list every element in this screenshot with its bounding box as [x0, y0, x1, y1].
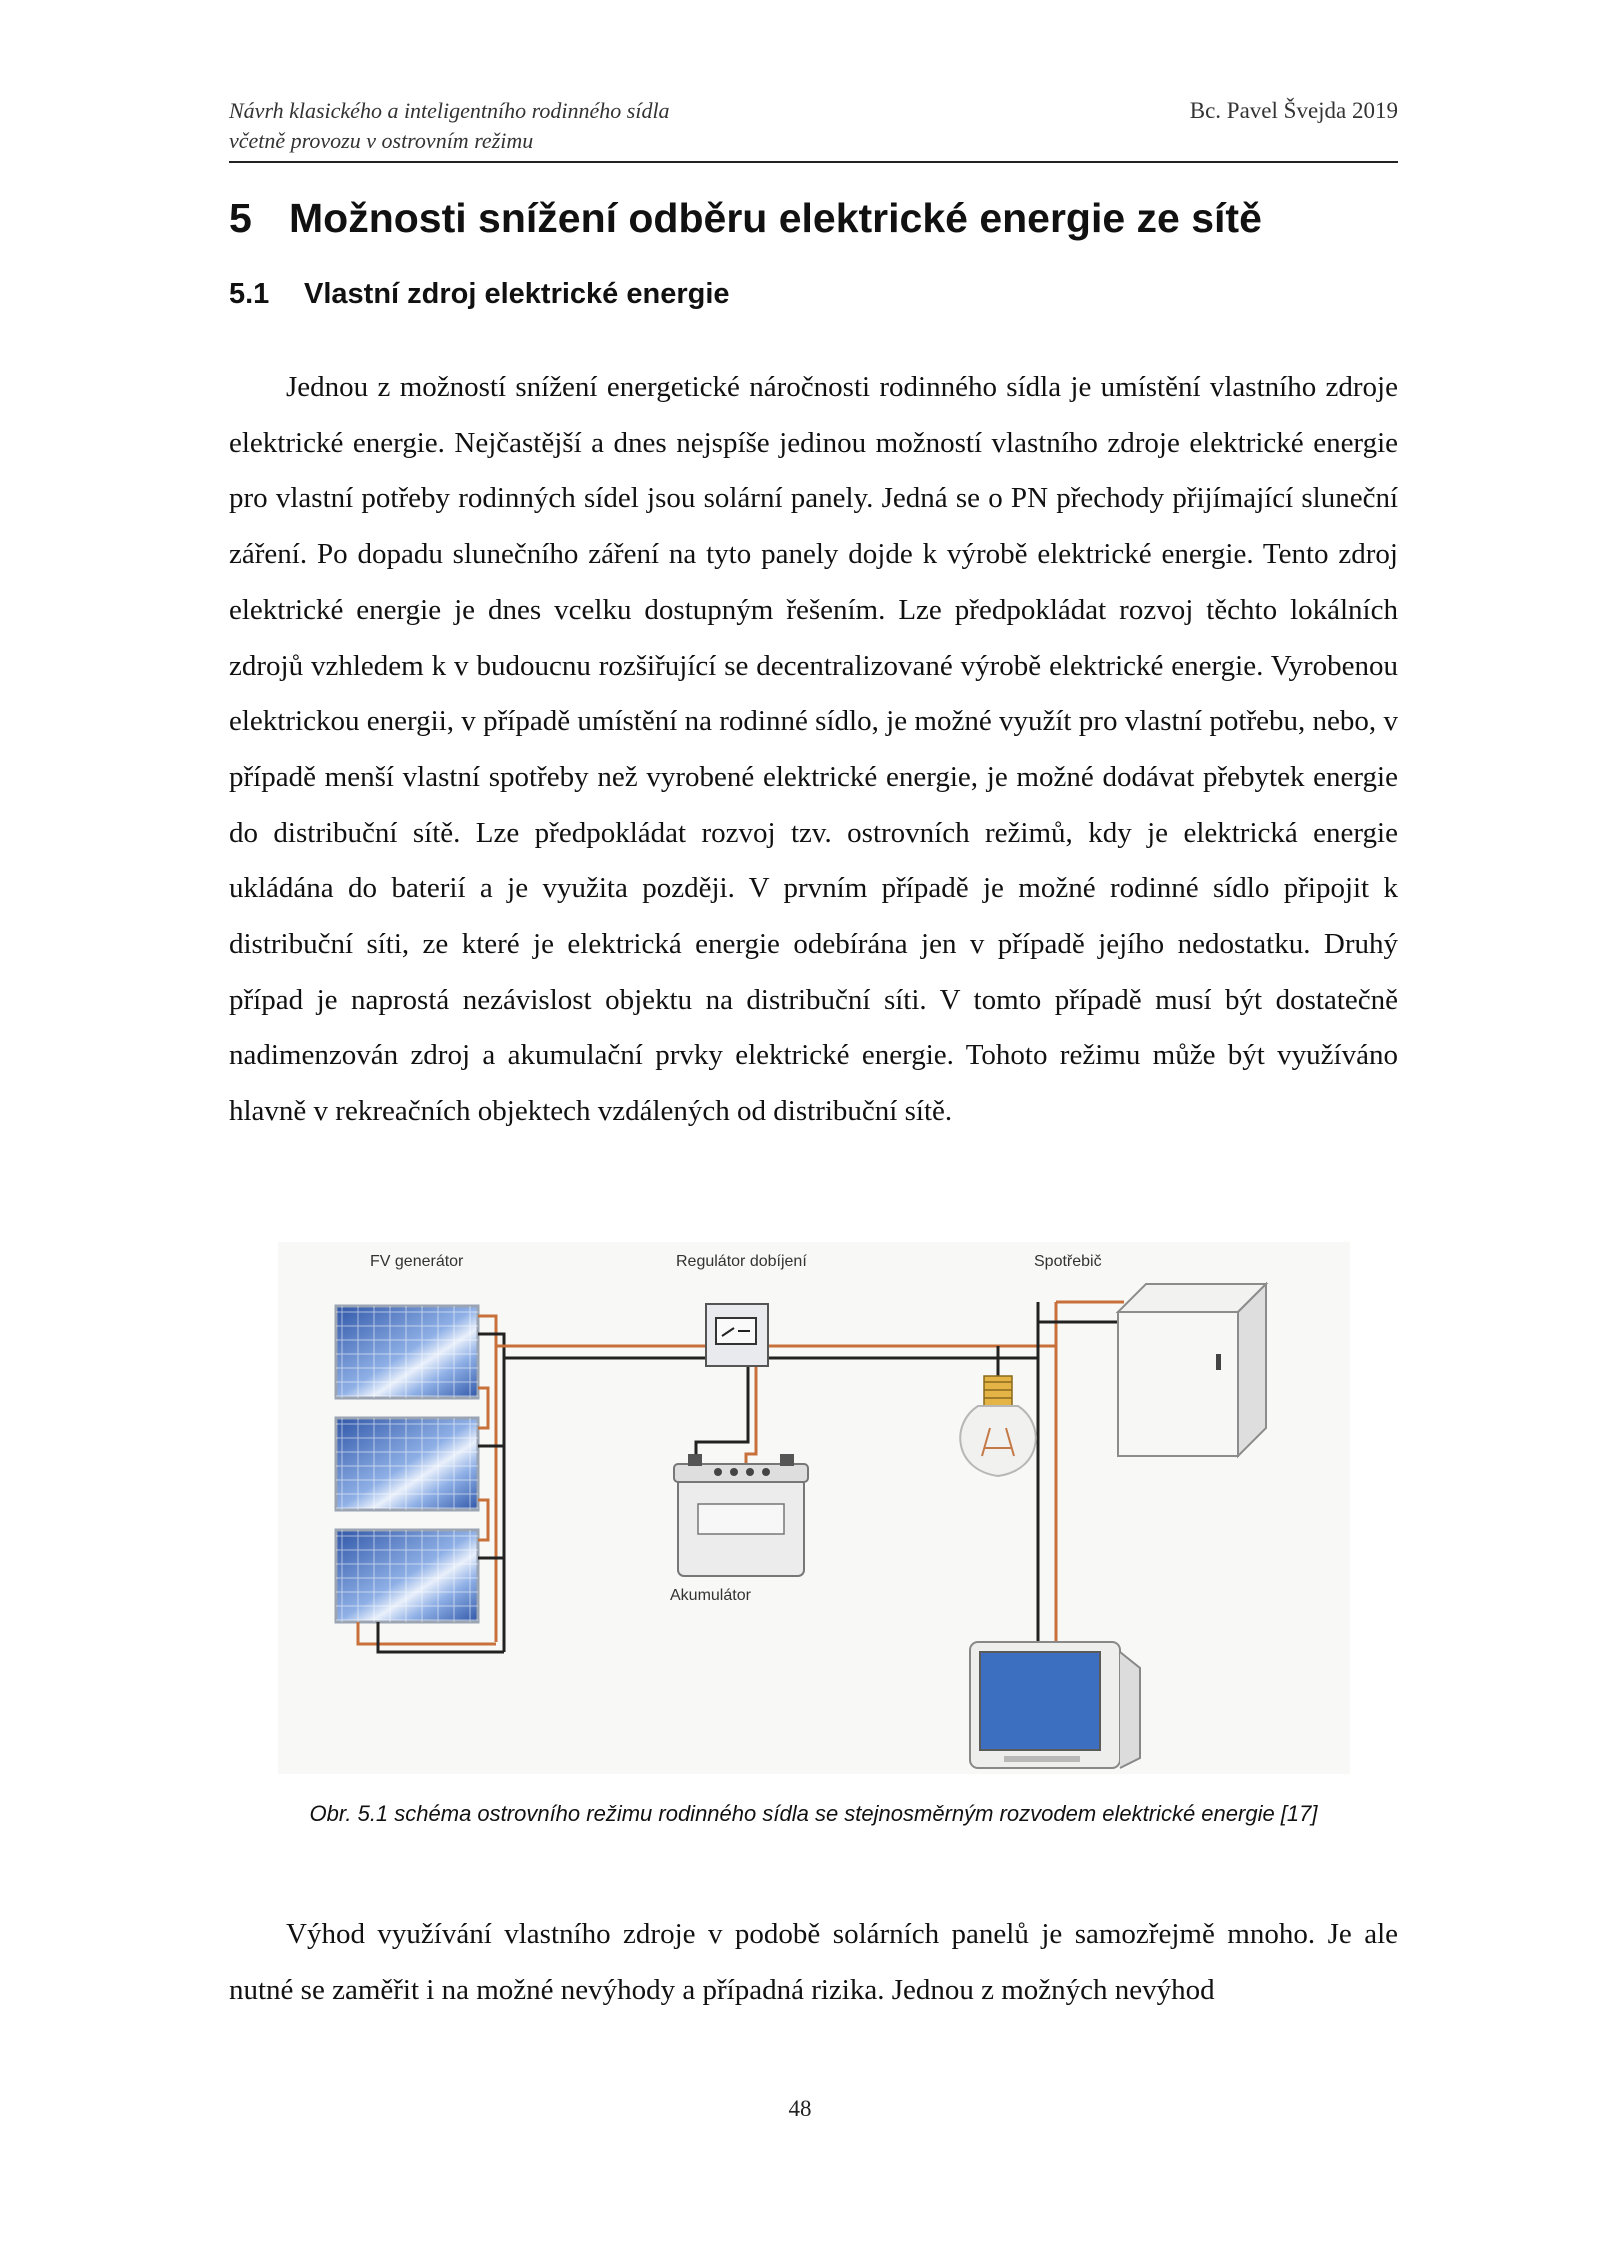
charge-regulator-box: [706, 1304, 768, 1366]
running-header-author: Bc. Pavel Švejda 2019: [1189, 98, 1398, 123]
battery-label: Akumulátor: [670, 1587, 751, 1604]
charge-regulator-label: Regulátor dobíjení: [676, 1253, 807, 1270]
body-paragraph: Jednou z možností snížení energetické náročnosti rodinného sídla je umístění vlastního zdroje elektrické energie. Nejčastější a dnes nejspíše jedinou možností vlastního zdroje elektrické energie pro vlastní potřeby rodinných sídel jsou solární panely. Jedná se o PN přechody přijímající sluneční záření. Po dopadu slunečního záření na tyto panely dojde k výrobě elektrické energie. Tento zdroj elektrické energie je dnes vcelku dostupným řešením. Lze předpokládat rozvoj těchto lokálních zdrojů vzhledem k v budoucnu rozšiřující se decentralizované výrobě elektrické energie. Vyrobenou elektrickou energii, v případě umístění na rodinné sídlo, je možné využít pro vlastní potřebu, nebo, v případě menší vlastní spotřeby než vyrobené elektrické energie, je možné dodávat přebytek energie do distribuční sítě. Lze předpokládat rozvoj tzv. ostrovních režimů, kdy je elektrická energie ukládána do baterií a je využita později. V prvním případě je možné rodinné sídlo připojit k distribuční síti, ze které je elektrická energie odebírána jen v případě jejího nedostatku. Druhý případ je naprostá nezávislost objektu na distribuční síti. V tomto případě musí být dostatečně nadimenzován zdroj a akumulační prvky elektrické energie. Tohoto režimu může být využíváno hlavně v rekreačních objektech vzdálených od distribuční sítě.: [229, 371, 1398, 1128]
solar-panel-top: [336, 1306, 478, 1398]
dc-bus-wiring: [496, 1302, 1124, 1652]
chapter-heading: [229, 190, 1262, 246]
section-number: 5.1: [229, 278, 270, 310]
light-bulb-icon: [960, 1376, 1036, 1476]
diagram-canvas: [278, 1242, 1350, 1774]
running-header-title: [229, 96, 670, 156]
consumer-label: Spotřebič: [1034, 1253, 1102, 1270]
body-paragraph: Výhod využívání vlastního zdroje v podobě solárních panelů je samozřejmě mnoho. Je ale nutné se zaměřit i na možné nevýhody a případná rizika. Jednou z možných nevýhod: [229, 1918, 1398, 2006]
chapter-number: 5: [229, 195, 252, 241]
refrigerator-icon: [1118, 1284, 1266, 1456]
solar-panel-middle: [336, 1418, 478, 1510]
figure-caption: Obr. 5.1 schéma ostrovního režimu rodinného sídla se stejnosměrným rozvodem elektrické energie [17]: [309, 1801, 1318, 1826]
running-header-line-2: včetně provozu v ostrovním režimu: [229, 128, 534, 153]
solar-panel-bottom: [336, 1530, 478, 1622]
header-divider: [229, 161, 1398, 163]
television-icon: [970, 1642, 1140, 1768]
page-number: 48: [788, 2096, 812, 2121]
fv-generator-label: FV generátor: [370, 1253, 464, 1270]
chapter-title: Možnosti snížení odběru elektrické energie ze sítě: [289, 195, 1262, 241]
running-header-line-1: Návrh klasického a inteligentního rodinného sídla: [229, 98, 670, 123]
island-mode-diagram: [278, 1242, 1350, 1774]
section-title: Vlastní zdroj elektrické energie: [304, 278, 730, 310]
section-heading: [229, 272, 730, 316]
battery-icon: [674, 1454, 808, 1576]
